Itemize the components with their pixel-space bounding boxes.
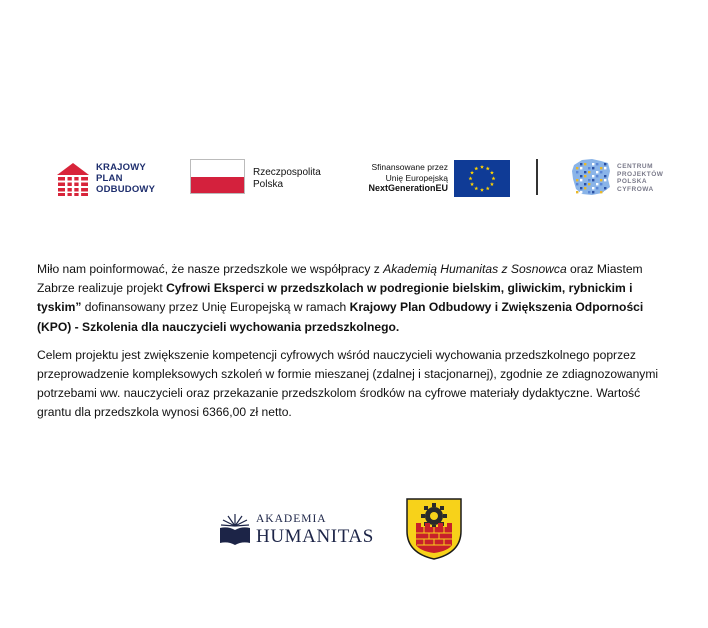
eu-funding-logo bbox=[345, 157, 510, 199]
kpo-line: ODBUDOWY bbox=[96, 184, 156, 195]
partner-name: Akademią Humanitas z Sosnowca bbox=[383, 262, 567, 276]
paragraph-intro bbox=[37, 260, 677, 337]
kpo-line: PLAN bbox=[96, 173, 123, 184]
map-pixel bbox=[588, 167, 590, 169]
map-pixel bbox=[580, 187, 582, 189]
map-pixel bbox=[584, 175, 586, 177]
map-pixel bbox=[588, 171, 590, 173]
akademia-humanitas-text bbox=[256, 513, 374, 547]
map-pixel bbox=[596, 175, 598, 177]
cpp-line: PROJEKTÓW bbox=[617, 170, 664, 178]
map-pixel bbox=[576, 191, 578, 193]
map-pixel bbox=[604, 175, 606, 177]
map-pixel bbox=[588, 191, 590, 193]
map-pixel bbox=[592, 187, 594, 189]
cpp-logo-text bbox=[617, 163, 663, 193]
kpo-line: KRAJOWY bbox=[96, 162, 146, 173]
map-pixel bbox=[592, 163, 594, 165]
paragraph-goal: Celem projektu jest zwiększenie kompetencji cyfrowych wśród nauczycieli wychowania przedszkolnego poprzez przeprowadzenie kompleksowych szkoleń w formie mieszanej (zdalnej i stacjonarnej), zgodnie ze zdiagnozowanymi potrzebami ww. nauczycieli oraz przekazanie przedszkolom środków na cyfrowe materiały dydaktyczne. Wartość grantu dla przedszkola wynosi 6366,00 zł netto. bbox=[37, 347, 659, 420]
intro-text: oraz Miastem Zabrze realizuje projekt bbox=[37, 262, 643, 296]
eu-flag-icon bbox=[454, 160, 510, 197]
akademia-humanitas-logo bbox=[218, 510, 388, 550]
open-book-icon bbox=[218, 510, 252, 546]
poland-flag-icon bbox=[190, 159, 245, 194]
map-pixel bbox=[600, 183, 602, 185]
poland-map-icon bbox=[570, 157, 612, 197]
map-pixel bbox=[592, 179, 594, 181]
poland-logo bbox=[190, 159, 330, 199]
cpp-line: CENTRUM bbox=[617, 163, 653, 170]
poland-line: Rzeczpospolita bbox=[253, 167, 321, 178]
kpo-logo-text bbox=[96, 162, 155, 195]
map-pixel bbox=[584, 183, 586, 185]
map-pixel bbox=[576, 167, 578, 169]
eu-funding-text bbox=[368, 162, 448, 194]
map-pixel bbox=[580, 175, 582, 177]
map-pixel bbox=[600, 179, 602, 181]
map-pixel bbox=[596, 171, 598, 173]
zabrze-coat-of-arms-icon bbox=[404, 497, 464, 561]
map-pixel bbox=[584, 187, 586, 189]
map-pixel bbox=[596, 163, 598, 165]
eu-line: Unię Europejską bbox=[385, 172, 448, 183]
map-pixel bbox=[584, 163, 586, 165]
project-name: Cyfrowi Eksperci w przedszkolach w podregionie bielskim, gliwickim, rybnickim i tyskim” bbox=[37, 281, 633, 315]
map-pixel bbox=[592, 175, 594, 177]
map-pixel bbox=[576, 183, 578, 185]
map-pixel bbox=[588, 179, 590, 181]
eu-line-bold: NextGenerationEU bbox=[368, 183, 448, 193]
map-pixel bbox=[596, 187, 598, 189]
map-pixel bbox=[580, 167, 582, 169]
map-pixel bbox=[596, 183, 598, 185]
map-pixel bbox=[600, 171, 602, 173]
map-pixel bbox=[576, 171, 578, 173]
akademia-line: AKADEMIA bbox=[256, 513, 327, 525]
cpp-line: CYFROWA bbox=[617, 185, 654, 193]
map-pixel bbox=[604, 163, 606, 165]
humanitas-line: HUMANITAS bbox=[256, 526, 374, 547]
cpp-line: POLSKA bbox=[617, 178, 648, 185]
eu-line: Sfinansowane przez bbox=[371, 162, 448, 172]
map-pixel bbox=[576, 179, 578, 181]
poland-line: Polska bbox=[253, 179, 284, 190]
map-pixel bbox=[580, 191, 582, 193]
map-pixel bbox=[604, 187, 606, 189]
map-pixel bbox=[592, 191, 594, 193]
cpp-logo bbox=[570, 157, 680, 199]
logo-bar bbox=[50, 155, 680, 201]
map-pixel bbox=[588, 183, 590, 185]
map-pixel bbox=[604, 167, 606, 169]
map-pixel bbox=[600, 167, 602, 169]
program-name: Krajowy Plan Odbudowy i Zwiększenia Odporności (KPO) - Szkolenia dla nauczycieli wychowania przedszkolnego. bbox=[37, 300, 644, 334]
map-pixel bbox=[604, 179, 606, 181]
map-pixel bbox=[592, 167, 594, 169]
map-pixel bbox=[584, 171, 586, 173]
map-pixel bbox=[580, 179, 582, 181]
logo-divider bbox=[536, 159, 538, 195]
map-pixel bbox=[604, 191, 606, 193]
map-pixel bbox=[600, 191, 602, 193]
kpo-logo bbox=[55, 159, 175, 199]
announcement-text bbox=[37, 260, 677, 423]
map-pixel bbox=[580, 163, 582, 165]
intro-text: Miło nam poinformować, że nasze przedszkole we współpracy z bbox=[37, 262, 384, 276]
poland-logo-text bbox=[253, 167, 321, 191]
kpo-emblem-icon bbox=[55, 161, 91, 197]
intro-text: dofinansowany przez Unię Europejską w ramach bbox=[81, 300, 350, 315]
